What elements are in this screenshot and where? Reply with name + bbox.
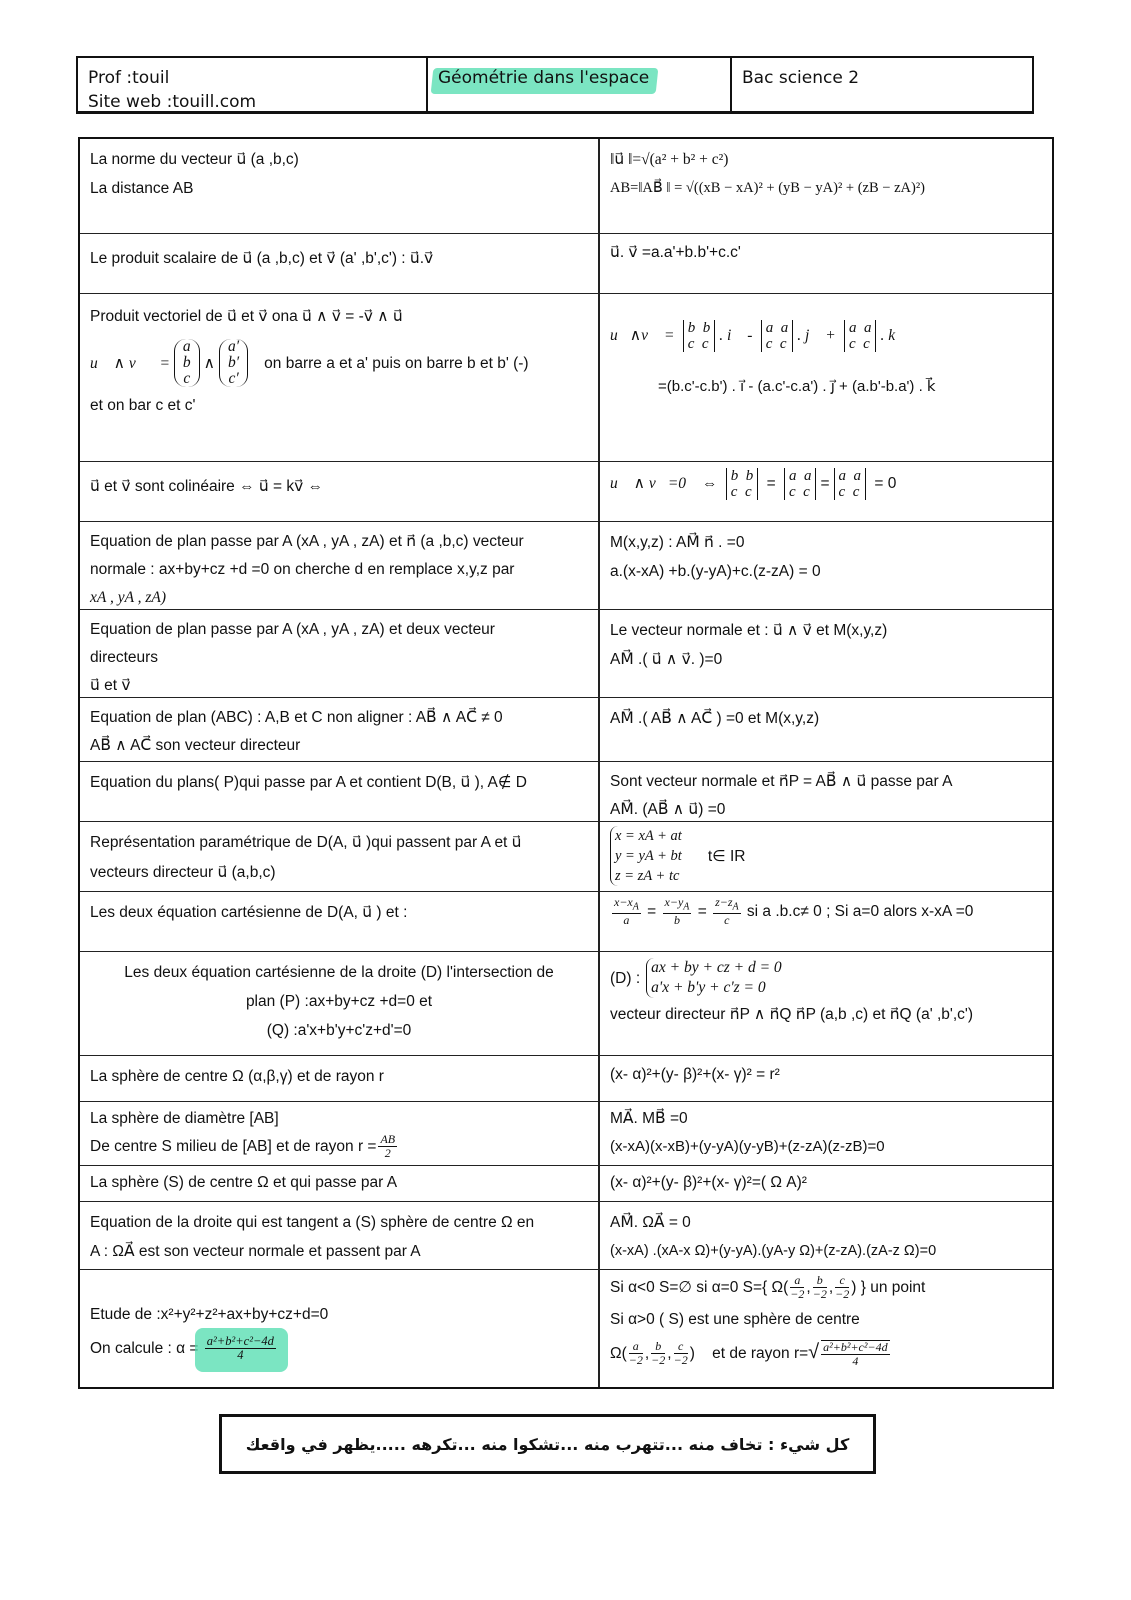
row-left (80, 1270, 600, 1387)
determinant: a a c c (834, 468, 867, 500)
row-right (600, 294, 1052, 461)
row-text: u⃗ et v⃗ (90, 677, 131, 694)
row-left (80, 762, 600, 821)
fraction-center: $\frac{b}{-2}$ (812, 1273, 827, 1302)
fraction-center: $\frac{c}{-2}$ (835, 1273, 850, 1302)
fraction-center: $\frac{b}{-2}$ (651, 1339, 666, 1368)
determinant-expansion (610, 320, 1042, 352)
system-brace (646, 958, 782, 998)
determinant-j: a a c c (761, 320, 794, 352)
author: Prof :touil (88, 68, 170, 88)
row-text: u⃗ et v⃗ sont colinéaire ⇔ u⃗ = kv⃗ ⇔ (90, 478, 324, 495)
determinant-k: a a c c (844, 320, 877, 352)
row-formula: (x-xA)(x-xB)+(y-yA)(y-yB)+(z-zA)(z-zB)=0 (610, 1138, 885, 1155)
row-right: $\frac{x-x_A}{a}$ = $\frac{x-y_A}{b}$ = $\frac{z-z_A}{c}$ si a .b.c≠ 0 ; Si a=0 alors x-xA =0 (614, 895, 974, 928)
row-left (80, 822, 600, 891)
row-formula: (x- α)²+(y- β)²+(x- γ)²=( Ω A)² (610, 1174, 807, 1191)
param-domain: t∈ IR (707, 847, 746, 865)
table-row (80, 233, 1052, 293)
i-vector: . i⃗ - (719, 327, 753, 345)
wedge-symbol: ∧ (203, 354, 216, 372)
table-row (80, 521, 1052, 609)
equation-q: a'x + b'y + c'z = 0 (651, 979, 766, 996)
row-text: Les deux équation cartésienne de la droite (D) l'intersection de (124, 964, 554, 981)
row-left (80, 698, 600, 761)
row-right: Si α<0 S=∅ si α=0 S={ Ω( $\frac{a}{-2}$ , $\frac{b}{-2}$ , $\frac{c}{-2}$ ) } un point Si α>0 ( S) est une sphère de centre Ω( $\frac{a}{-2}$ , $\frac{b}{-2}$ , $\frac{c}{-2}$ ) et de rayon r=√ $\frac{\text{a²+b²+c²−4d}}{4}$ (600, 1270, 1052, 1387)
table-row (80, 951, 1052, 1055)
cross-label: u⃗ ∧ v⃗ = (90, 354, 170, 372)
table-row (80, 139, 1052, 233)
row-text: Equation de plan passe par A (xA , yA , zA) et n⃗ (a ,b,c) vecteur (90, 533, 524, 550)
row-formula: Le vecteur normale et : u⃗ ∧ v⃗ et M(x,y,z) (610, 622, 888, 639)
column-vector-u: a b c (174, 339, 200, 387)
row-formula: AM⃗. (AB⃗ ∧ u⃗) =0 (610, 801, 726, 818)
param-z: z = zA + tc (615, 868, 680, 884)
row-formula: si a .b.c≠ 0 ; Si a=0 alors x-xA =0 (746, 902, 974, 920)
row-left (80, 1166, 600, 1201)
table-row (80, 1101, 1052, 1165)
row-formula: AM⃗ .( u⃗ ∧ v⃗. )=0 (610, 651, 723, 668)
row-text: Equation de la droite qui est tangent a (S) sphère de centre Ω en (90, 1214, 535, 1231)
row-formula: (x- α)²+(y- β)²+(x- γ)² = r² (610, 1066, 780, 1083)
row-formula: MA⃗. MB⃗ =0 (610, 1110, 688, 1127)
page-title: Géométrie dans l'espace (438, 68, 650, 88)
fraction-y: $\frac{x-y_A}{b}$ (664, 895, 690, 928)
row-left (80, 952, 600, 1055)
row-text: Les deux équation cartésienne de D(A, u⃗ ) et : (90, 904, 408, 921)
fraction-center: $\frac{a}{-2}$ (628, 1339, 643, 1368)
row-right (600, 1102, 1052, 1165)
row-formula: a.(x-xA) +b.(y-yA)+c.(z-zA) = 0 (610, 563, 821, 580)
row-text: On calcule : α = (90, 1340, 199, 1357)
omega-symbol: Ω( (610, 1345, 627, 1362)
row-left (80, 1056, 600, 1101)
row-text: De centre S milieu de [AB] et de rayon r = (90, 1138, 377, 1155)
equation-p: ax + by + cz + d = 0 (651, 959, 782, 976)
row-right (600, 1202, 1052, 1269)
row-text: La sphère (S) de centre Ω et qui passe par A (90, 1174, 398, 1191)
row-right (600, 762, 1052, 821)
determinant-i: b b c c (683, 320, 716, 352)
column-vector-v: a′ b′ c′ (219, 339, 248, 387)
fraction-center: $\frac{a}{-2}$ (790, 1273, 805, 1302)
row-formula: Si α>0 ( S) est une sphère de centre (610, 1311, 860, 1328)
table-row (80, 697, 1052, 761)
row-right (600, 234, 1052, 293)
row-text: plan (P) :ax+by+cz +d=0 et (245, 993, 433, 1010)
row-formula: Si α<0 S=∅ si α=0 S={ Ω( (610, 1279, 789, 1296)
level: Bac science 2 (742, 68, 860, 88)
row-right: u⃗ ∧ v⃗=0⃗ ⇔ b b c c = a a c c = a a c c = 0 (610, 468, 897, 500)
j-vector: . j⃗ + (797, 327, 836, 345)
row-text: Le produit scalaire de u⃗ (a ,b,c) et v⃗ (a' ,b',c') : u⃗.v⃗ (90, 250, 434, 267)
row-left (80, 1102, 600, 1165)
row-text: La distance AB (90, 180, 194, 197)
row-text: on barre a et a' puis on barre b et b' (-) (264, 354, 529, 372)
row-formula: = 0 (874, 475, 897, 493)
row-formula: (D) : (610, 969, 641, 987)
table-row (80, 1201, 1052, 1269)
row-text: et on bar c et c' (90, 397, 196, 414)
row-right (600, 698, 1052, 761)
table-row (80, 891, 1052, 951)
row-text: AB⃗ ∧ AC⃗ son vecteur directeur (90, 737, 301, 754)
fraction-ab-2: $\frac{AB}{2}$ (380, 1132, 396, 1161)
website: Site web :touill.com (88, 92, 257, 112)
k-vector: . k⃗ (880, 327, 908, 345)
formula-table (78, 137, 1054, 1389)
row-text: La sphère de diamètre [AB] (90, 1110, 279, 1127)
row-text: Représentation paramétrique de D(A, u⃗ )qui passent par A et u⃗ (90, 834, 522, 851)
row-text: La norme du vecteur u⃗ (a ,b,c) (90, 151, 299, 168)
level-cell (730, 58, 1032, 111)
row-formula: (x-xA) .(xA-x Ω)+(y-yA).(yA-y Ω)+(z-zA).(zA-z Ω)=0 (610, 1243, 937, 1259)
table-row (80, 293, 1052, 461)
row-left (80, 610, 600, 697)
row-right (600, 610, 1052, 697)
fraction-alpha: $\frac{\text{a²+b²+c²−4d}}{4}$ (206, 1334, 274, 1363)
row-text: Equation de plan passe par A (xA , yA , zA) et deux vecteur (90, 621, 495, 638)
row-formula: ‖u⃗ ‖=√(a² + b² + c²) (610, 151, 729, 168)
row-formula: u⃗ ∧ v⃗=0⃗ ⇔ (610, 475, 718, 493)
param-x: x = xA + at (615, 828, 682, 844)
author-cell (78, 58, 426, 111)
header-box (76, 56, 1034, 114)
row-text: xA , yA , zA) (90, 589, 167, 606)
row-text: Equation du plans( P)qui passe par A et contient D(B, u⃗ ), A∉ D (90, 774, 527, 791)
row-left (80, 462, 600, 521)
arabic-quote-box (219, 1414, 876, 1474)
row-right (600, 522, 1052, 609)
arabic-quote: كل شيء : تخاف منه ...تتهرب منه ...تشكوا منه ...تكرهه .....يظهر في واقعك (245, 1434, 850, 1454)
row-right (600, 1166, 1052, 1201)
row-left (80, 234, 600, 293)
fraction-x: $\frac{x-x_A}{a}$ (614, 895, 639, 928)
param-y: y = yA + bt (615, 848, 682, 864)
cross-product-columns (90, 339, 588, 387)
table-row (80, 761, 1052, 821)
row-formula: AM⃗ .( AB⃗ ∧ AC⃗ ) =0 et M(x,y,z) (610, 710, 820, 727)
row-formula: Sont vecteur normale et n⃗P = AB⃗ ∧ u⃗ passe par A (610, 773, 953, 790)
row-left (80, 892, 600, 951)
intersection-system (610, 958, 1042, 998)
row-text: (Q) :a'x+b'y+c'z+d'=0 (266, 1022, 412, 1039)
table-row (80, 1269, 1052, 1387)
row-formula: u⃗. v⃗ =a.a'+b.b'+c.c' (610, 244, 741, 261)
row-text: Etude de :x²+y²+z²+ax+by+cz+d=0 (90, 1306, 329, 1323)
table-row (80, 609, 1052, 697)
row-formula: ) } un point (851, 1279, 926, 1296)
determinant: a a c c (784, 468, 817, 500)
sqrt-symbol: √ (808, 1341, 820, 1363)
table-row (80, 1165, 1052, 1201)
parametric-system (610, 826, 682, 886)
row-text: Equation de plan (ABC) : A,B et C non aligner : AB⃗ ∧ AC⃗ ≠ 0 (90, 709, 503, 726)
row-left (80, 294, 600, 461)
row-formula: =(b.c'-c.b') . i⃗ - (a.c'-c.a') . j⃗ + (a.b'-b.a') . k⃗ (658, 378, 936, 395)
title-cell (426, 58, 730, 111)
row-text: La sphère de centre Ω (α,β,γ) et de rayon r (90, 1068, 384, 1085)
row-text: Produit vectoriel de u⃗ et v⃗ ona u⃗ ∧ v⃗ = -v⃗ ∧ u⃗ (90, 308, 403, 325)
row-left (80, 139, 600, 233)
row-formula: et de rayon r= (712, 1345, 809, 1362)
row-right (600, 1056, 1052, 1101)
row-formula: M(x,y,z) : AM⃗ n⃗ . =0 (610, 534, 745, 551)
row-formula: AB=‖AB⃗ ‖ = √((xB − xA)² + (yB − yA)² + (zB − zA)²) (610, 180, 925, 196)
row-left (80, 522, 600, 609)
table-row (80, 461, 1052, 521)
alpha-highlight (203, 1332, 278, 1366)
fraction-radius: $\frac{\text{a²+b²+c²−4d}}{4}$ (823, 1339, 888, 1368)
table-row (80, 821, 1052, 891)
row-text: A : ΩA⃗ est son vecteur normale et passent par A (90, 1243, 421, 1260)
fraction-center: $\frac{c}{-2}$ (673, 1339, 688, 1368)
row-right (600, 952, 1052, 1055)
determinant: b b c c (726, 468, 759, 500)
row-right (600, 139, 1052, 233)
row-text: vecteurs directeur u⃗ (a,b,c) (90, 864, 276, 881)
row-text: normale : ax+by+cz +d =0 on cherche d en remplace x,y,z par (90, 561, 515, 578)
row-right (600, 822, 1052, 891)
row-left (80, 1202, 600, 1269)
row-text: directeurs (90, 649, 159, 666)
row-formula: vecteur directeur n⃗P ∧ n⃗Q n⃗P (a,b ,c) et n⃗Q (a' ,b',c') (610, 1006, 974, 1023)
cross-symbol: u⃗∧v⃗ = (610, 327, 675, 345)
row-formula: AM⃗. ΩA⃗ = 0 (610, 1214, 691, 1231)
table-row (80, 1055, 1052, 1101)
fraction-z: $\frac{z-z_A}{c}$ (715, 895, 739, 928)
